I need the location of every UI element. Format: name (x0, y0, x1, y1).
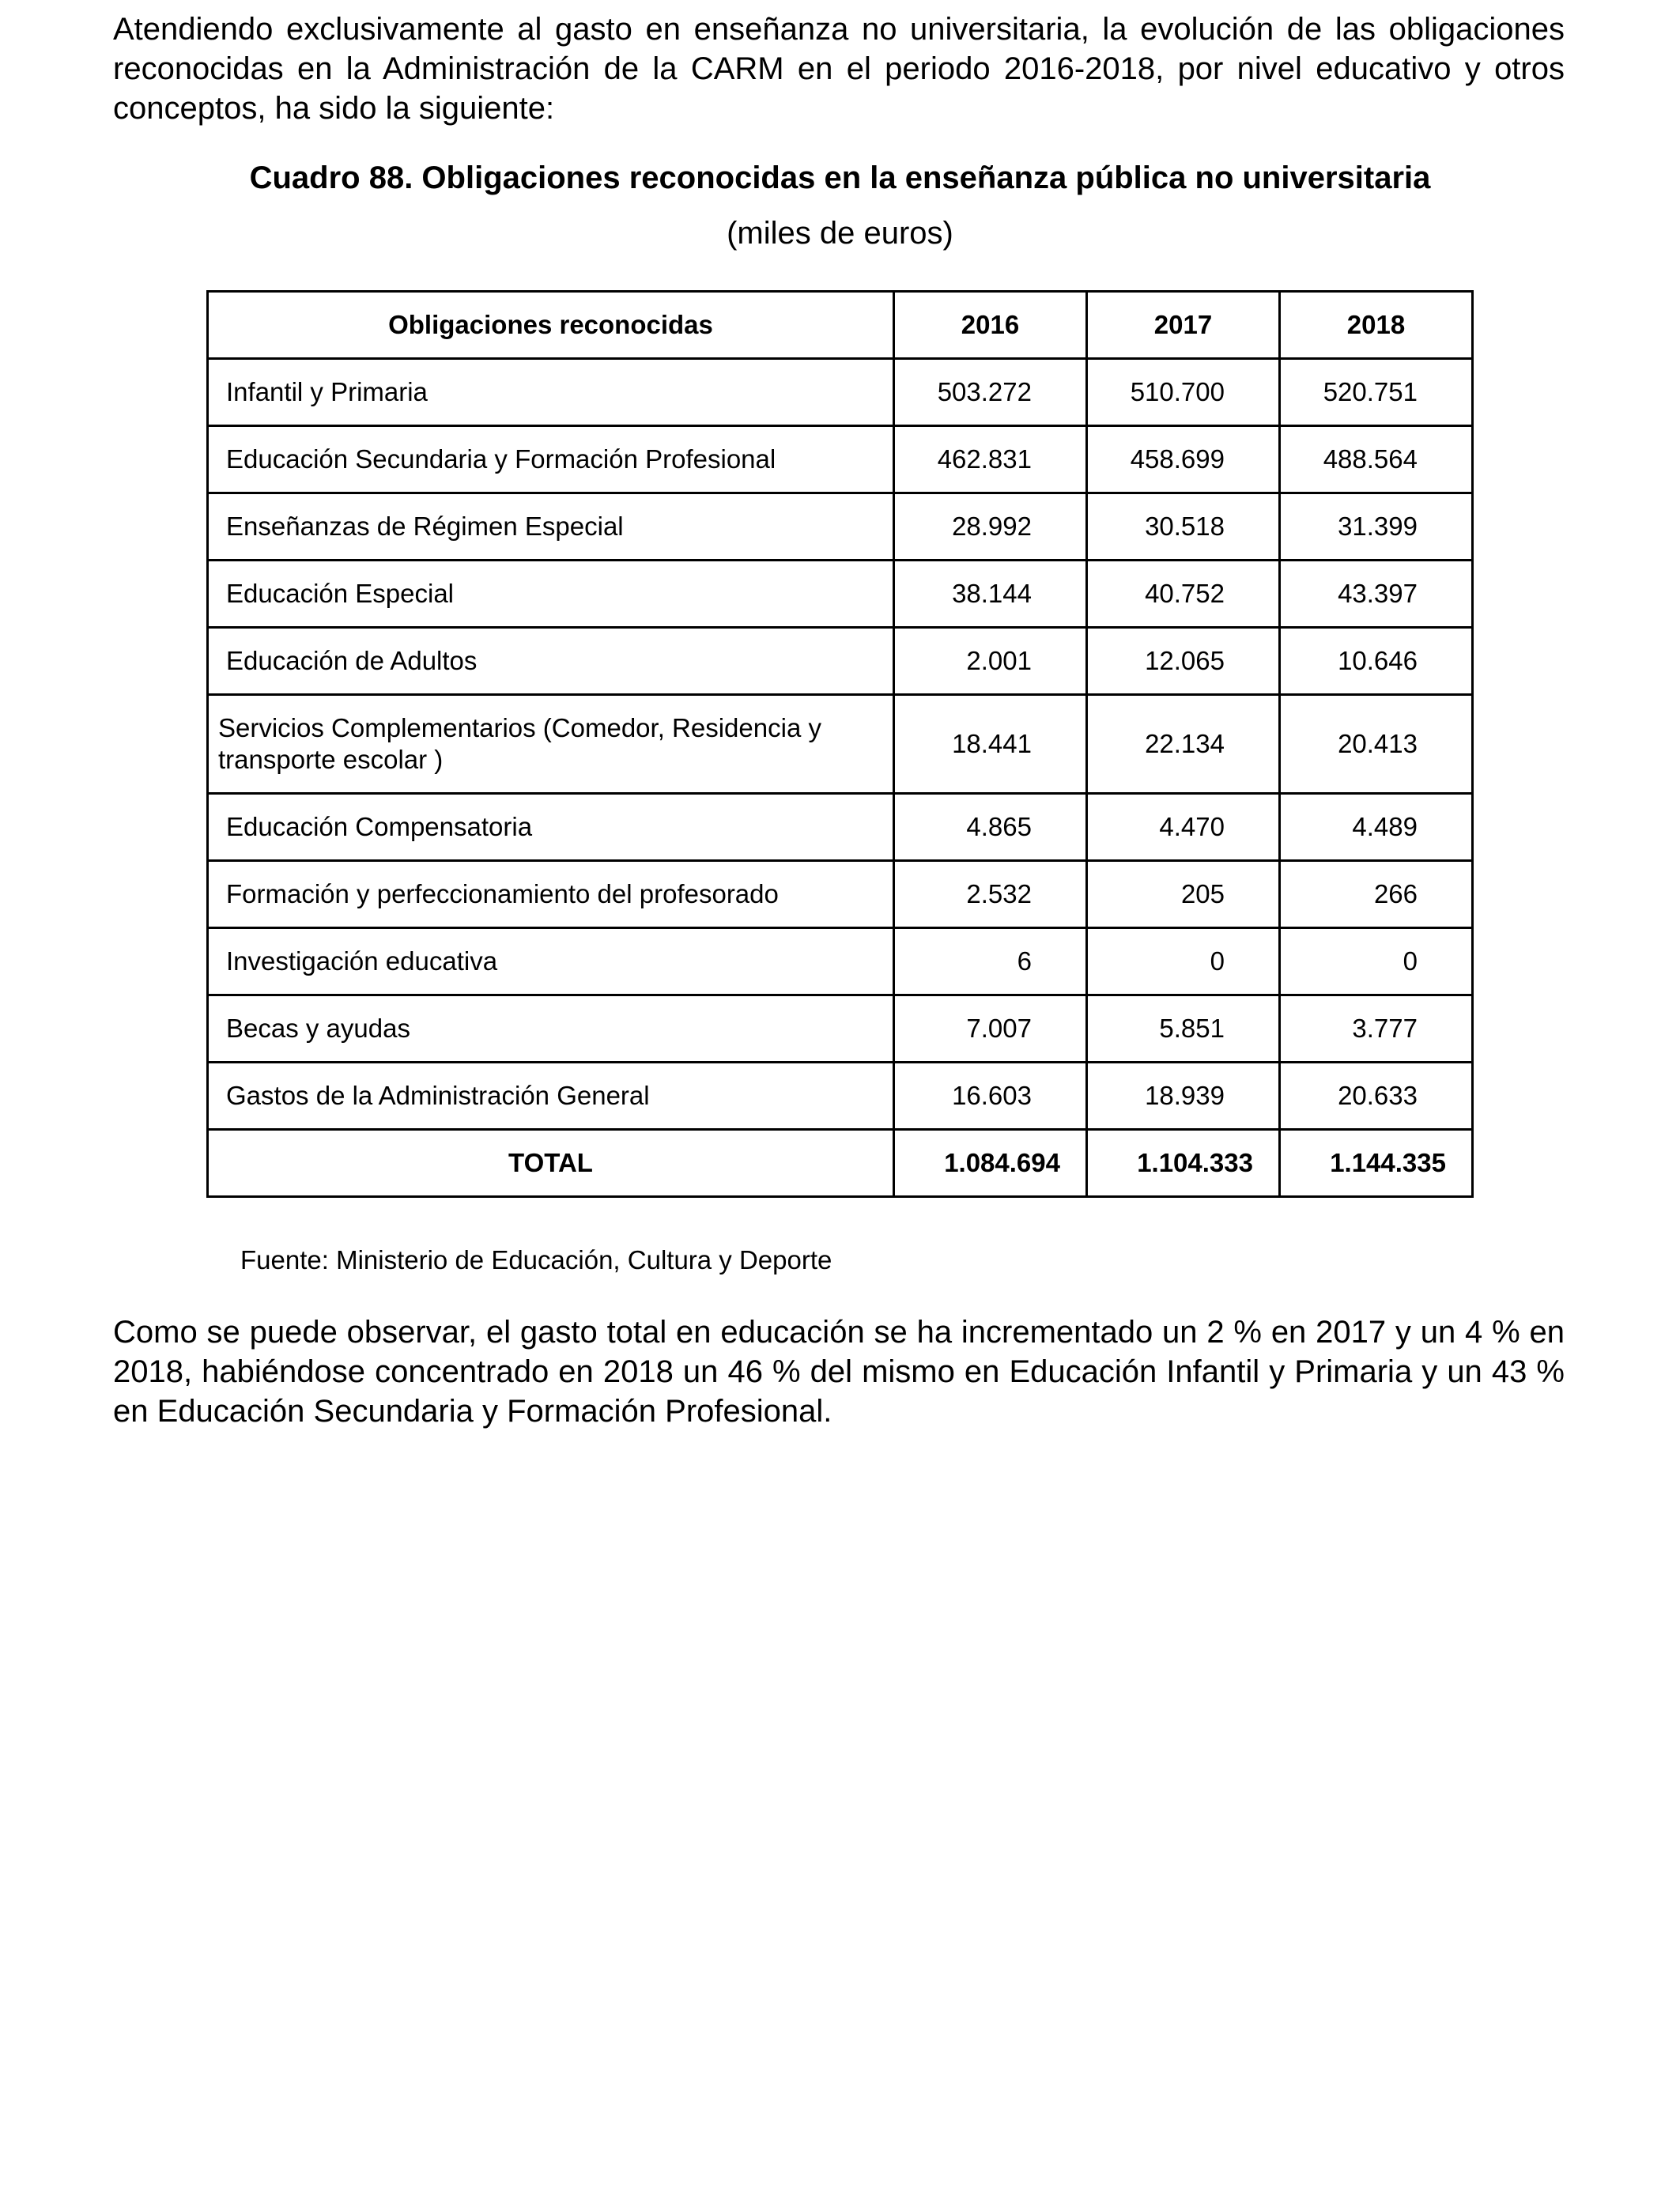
cell-2016: 6 (894, 928, 1087, 995)
cell-2016: 503.272 (894, 359, 1087, 426)
cell-2017: 205 (1087, 861, 1280, 928)
cell-2017: 510.700 (1087, 359, 1280, 426)
cell-2016: 2.532 (894, 861, 1087, 928)
row-label: Investigación educativa (208, 928, 894, 995)
row-label: Becas y ayudas (208, 995, 894, 1063)
cell-2017: 4.470 (1087, 794, 1280, 861)
header-year-2016: 2016 (894, 292, 1087, 359)
table-row (208, 359, 1473, 426)
cell-2017: 22.134 (1087, 695, 1280, 794)
cell-2016: 462.831 (894, 426, 1087, 493)
cell-2016: 28.992 (894, 493, 1087, 561)
cell-2016: 2.001 (894, 628, 1087, 695)
cell-2017: 40.752 (1087, 561, 1280, 628)
intro-paragraph: Atendiendo exclusivamente al gasto en enseñanza no universitaria, la evolución de las obligaciones reconocidas en la Administración de la CARM en el periodo 2016-2018, por nivel educativo y otros conceptos, ha sido la siguiente: (113, 12, 1565, 126)
header-concept: Obligaciones reconocidas (208, 292, 894, 359)
total-2017: 1.104.333 (1087, 1130, 1280, 1197)
table-row (208, 1063, 1473, 1130)
table-caption-subtitle: (miles de euros) (727, 216, 953, 251)
row-label: Educación Compensatoria (208, 794, 894, 861)
conclusion-paragraph: Como se puede observar, el gasto total en educación se ha incrementado un 2 % en 2017 y un 4 % en 2018, habiéndose concentrado en 2018 un 46 % del mismo en Educación Infantil y Primaria y un 43 % en Educación Secundaria y Formación Profesional. (113, 1315, 1565, 1429)
cell-2018: 3.777 (1280, 995, 1473, 1063)
table-row (208, 426, 1473, 493)
row-label: Educación de Adultos (208, 628, 894, 695)
cell-2018: 488.564 (1280, 426, 1473, 493)
cell-2018: 20.633 (1280, 1063, 1473, 1130)
header-year-2017: 2017 (1087, 292, 1280, 359)
cell-2018: 10.646 (1280, 628, 1473, 695)
total-2018: 1.144.335 (1280, 1130, 1473, 1197)
table-row (208, 861, 1473, 928)
cell-2018: 4.489 (1280, 794, 1473, 861)
cell-2017: 0 (1087, 928, 1280, 995)
cell-2016: 16.603 (894, 1063, 1087, 1130)
cell-2018: 520.751 (1280, 359, 1473, 426)
table-row (208, 794, 1473, 861)
total-2016: 1.084.694 (894, 1130, 1087, 1197)
total-label: TOTAL (208, 1130, 894, 1197)
cell-2018: 20.413 (1280, 695, 1473, 794)
cell-2017: 18.939 (1087, 1063, 1280, 1130)
cell-2018: 43.397 (1280, 561, 1473, 628)
row-label: Educación Secundaria y Formación Profesional (208, 426, 894, 493)
table-row (208, 493, 1473, 561)
cell-2017: 12.065 (1087, 628, 1280, 695)
cell-2017: 30.518 (1087, 493, 1280, 561)
table-header-row (208, 292, 1473, 359)
table-row (208, 995, 1473, 1063)
table-caption-title: Cuadro 88. Obligaciones reconocidas en la enseñanza pública no universitaria (249, 160, 1431, 195)
row-label: Infantil y Primaria (208, 359, 894, 426)
source-note: Fuente: Ministerio de Educación, Cultura y Deporte (240, 1245, 832, 1274)
table-row (208, 628, 1473, 695)
row-label: Educación Especial (208, 561, 894, 628)
cell-2016: 18.441 (894, 695, 1087, 794)
table-row (208, 695, 1473, 794)
table-total-row (208, 1130, 1473, 1197)
cell-2016: 4.865 (894, 794, 1087, 861)
row-label: Servicios Complementarios (Comedor, Residencia y transporte escolar ) (208, 695, 894, 794)
cell-2016: 7.007 (894, 995, 1087, 1063)
cell-2018: 0 (1280, 928, 1473, 995)
row-label: Formación y perfeccionamiento del profesorado (208, 861, 894, 928)
cell-2017: 458.699 (1087, 426, 1280, 493)
header-year-2018: 2018 (1280, 292, 1473, 359)
table-row (208, 561, 1473, 628)
cell-2018: 31.399 (1280, 493, 1473, 561)
table-row (208, 928, 1473, 995)
cell-2018: 266 (1280, 861, 1473, 928)
row-label: Enseñanzas de Régimen Especial (208, 493, 894, 561)
row-label: Gastos de la Administración General (208, 1063, 894, 1130)
cell-2016: 38.144 (894, 561, 1087, 628)
obligations-table (206, 290, 1474, 1198)
cell-2017: 5.851 (1087, 995, 1280, 1063)
